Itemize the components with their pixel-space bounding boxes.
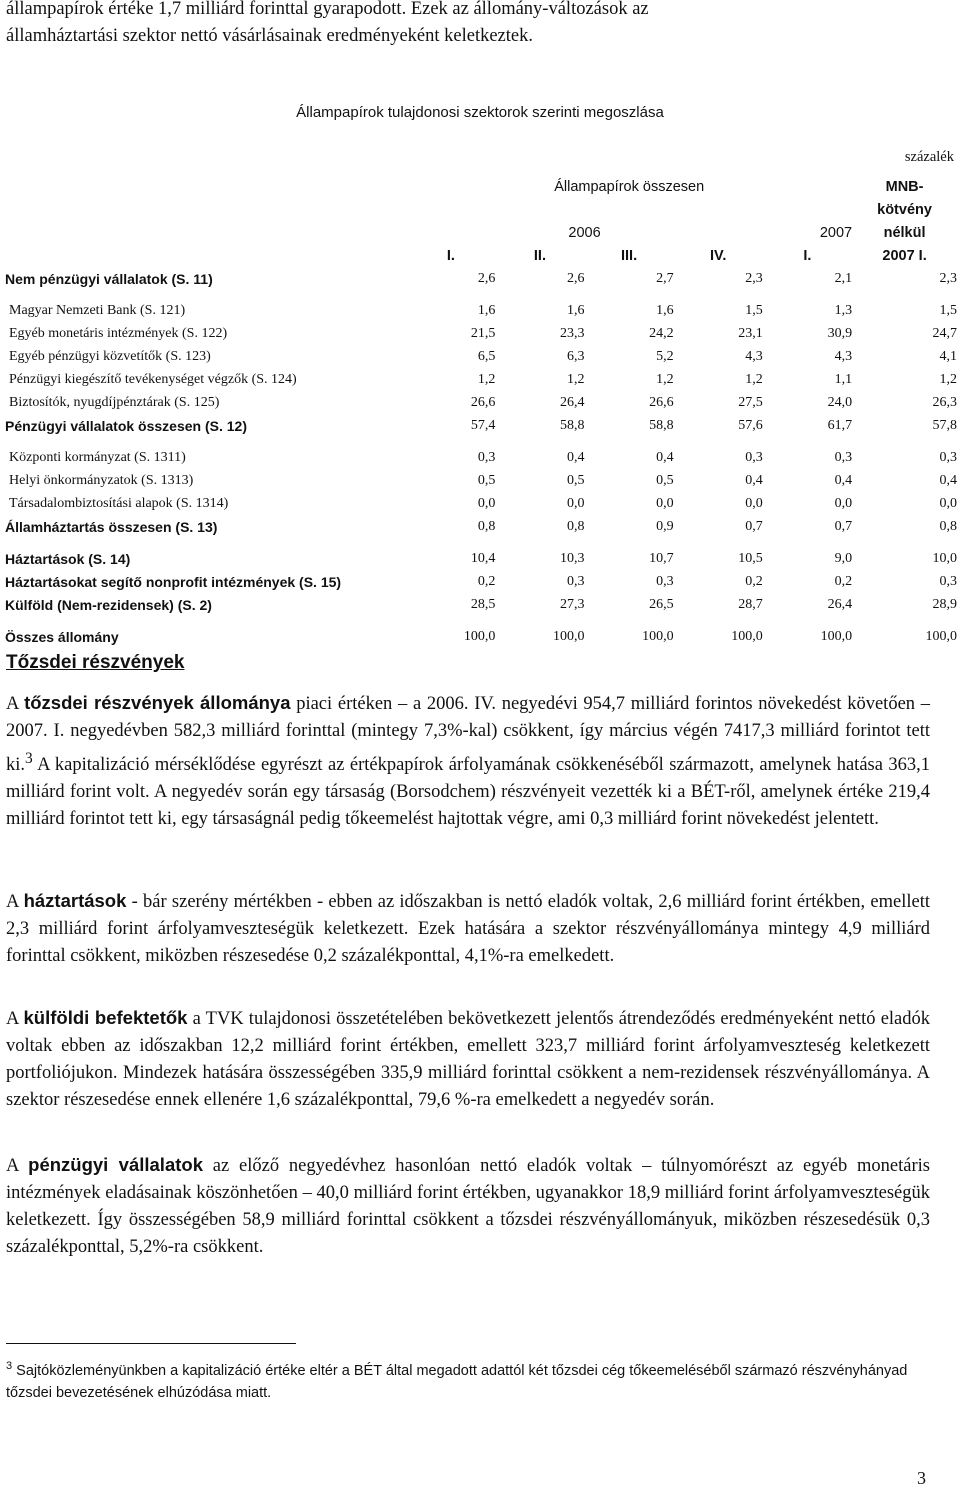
cell-value: 6,3 [567,349,585,364]
cell-value: 0,9 [656,519,674,534]
cell-value: 0,0 [745,496,763,511]
cell-value: 0,0 [567,496,585,511]
cell-value: 0,4 [745,473,763,488]
table-row [5,489,957,512]
table-row [5,411,957,434]
cell-value: 26,4 [560,395,585,410]
cell-value: 0,0 [834,496,853,511]
cell-value: 57,8 [932,418,957,433]
paragraph-financial: A pénzügyi vállalatok az előző negyedévhez hasonlóan nettó eladók voltak – túlnyomórészt az egyéb monetáris intézmények eladásainak köszönhetően – 40,0 milliárd forint értékben, ugyanakkor 18,9 milliárd forint árfolyamveszteségük keletkezett. Így összességében 58,9 milliárd forinttal csökkent a tőzsdei részvényállományuk, miközben részesedésük 0,3 százalékponttal, 5,2%-ra csökkent. [6,1154,930,1257]
spacer-row [5,613,957,622]
footnote: $^3$ Sajtóközleményünkben a kapitalizáció értéke eltér a BÉT által megadott adattól két tőzsdei cég tőkeemeléséből származó részvényhányad tőzsdei bevezetésének elhúzódása miatt. [6,1360,908,1401]
cell-value: 1,6 [567,303,585,318]
cell-value: 0,4 [567,450,585,465]
spacer-row [5,535,957,544]
row-label: Biztosítók, nyugdíjpénztárak (S. 125) [9,395,220,410]
cell-value: 21,5 [470,326,496,341]
cell-value: 2,1 [834,271,853,286]
cell-value: 0,0 [656,496,674,511]
cell-value: 0,5 [477,473,496,488]
table-row [5,544,957,567]
cell-value: 10,0 [932,551,957,566]
year-2007: 2007 [819,225,853,241]
quarter-header: I. [446,248,455,264]
cell-value: 0,8 [567,519,585,534]
table-row [5,342,957,365]
cell-value: 26,3 [932,395,957,410]
cell-value: 1,3 [834,303,853,318]
page-number: 3 [917,1468,926,1488]
table-row [5,590,957,613]
intro-line-1: állampapírok értéke 1,7 milliárd forinttal gyarapodott. Ezek az állomány-változások az [6,0,649,19]
cell-value: 24,7 [932,326,957,341]
cell-value: 1,2 [477,372,496,387]
cell-value: 0,4 [656,450,674,465]
row-label: Egyéb pénzügyi közvetítők (S. 123) [9,349,211,364]
cell-value: 0,2 [477,574,496,589]
cell-value: 4,3 [745,349,763,364]
footnote-ref: 3 [25,750,33,767]
group-header: Állampapírok összesen [554,179,705,195]
cell-value: 0,3 [939,574,957,589]
cell-value: 23,1 [738,326,763,341]
row-label: Államháztartás összesen (S. 13) [5,519,218,535]
cell-value: 0,3 [745,450,763,465]
cell-value: 4,1 [939,349,957,364]
mnb-header-3: nélkül [883,225,926,241]
spacer-row [5,434,957,443]
quarter-header: I. [803,248,812,264]
cell-value: 30,9 [827,326,853,341]
cell-value: 27,5 [738,395,763,410]
cell-value: 57,4 [470,418,496,433]
row-label: Helyi önkormányzatok (S. 1313) [9,473,194,488]
cell-value: 1,2 [939,372,957,387]
row-label: Háztartásokat segítő nonprofit intézmények (S. 15) [5,574,342,590]
table-row [5,567,957,590]
row-label: Központi kormányzat (S. 1311) [9,450,186,465]
cell-value: 0,2 [834,574,853,589]
securities-table [5,172,957,645]
row-label: Összes állomány [5,629,119,645]
table-row [5,365,957,388]
cell-value: 2,3 [939,271,957,286]
paragraph-stocks: A tőzsdei részvények állománya piaci értéken – a 2006. IV. negyedévi 954,7 milliárd forintos növekedést követően – 2007. I. negyedévben 582,3 milliárd forinttal (mintegy 7,3%-kal) csökkent, így március végén 7417,3 milliárd forintot tett ki.$^3$ A kapitalizáció mérséklődése egyrészt az értékpapírok árfolyamának csökkenéséből származott, amelynek hatása 363,1 milliárd forint volt. A negyedév során egy társaság (Borsodchem) részvényeit vezették ki a BÉT-ről, amelynek értéke 219,4 milliárd forintot tett ki, egy társaságnál pedig tőkeemelést hajtottak végre, ami 0,3 milliárd forint növekedést jelentett. [6,692,930,830]
cell-value: 0,4 [939,473,957,488]
cell-value: 0,3 [477,450,496,465]
table-row [5,622,957,645]
cell-value: 100,0 [820,629,853,644]
table-row [5,264,957,287]
cell-value: 10,7 [649,551,674,566]
cell-value: 28,9 [932,597,957,612]
cell-value: 100,0 [553,629,585,644]
row-label: Nem pénzügyi vállalatok (S. 11) [5,271,213,287]
cell-value: 2,7 [656,271,674,286]
cell-value: 1,6 [477,303,496,318]
mnb-header-1: MNB- [885,179,924,195]
year-2006: 2006 [568,225,601,241]
cell-value: 26,4 [827,597,853,612]
row-label: Háztartások (S. 14) [5,551,131,567]
cell-value: 1,2 [745,372,763,387]
cell-value: 26,6 [470,395,496,410]
cell-value: 1,5 [939,303,957,318]
table-row [5,319,957,342]
paragraph-households: A háztartások - bár szerény mértékben - ebben az időszakban is nettó eladók voltak, 2,6 milliárd forint értékben, emellett 2,3 milliárd forint árfolyamveszteségük keletkezett. Ezek hatására a szektor részvényállománya mintegy 4,9 milliárd forinttal csökkent, miközben részesedése 0,2 százalékponttal, 4,1%-ra emelkedett. [6,890,930,966]
cell-value: 100,0 [925,629,957,644]
cell-value: 0,7 [745,519,763,534]
cell-value: 0,7 [834,519,853,534]
cell-value: 0,8 [477,519,496,534]
cell-value: 2,3 [745,271,763,286]
table-row [5,466,957,489]
cell-value: 9,0 [834,551,853,566]
cell-value: 28,7 [738,597,763,612]
row-label: Pénzügyi kiegészítő tevékenységet végzők (S. 124) [9,372,297,387]
spacer-row [5,287,957,296]
cell-value: 10,3 [560,551,585,566]
cell-value: 24,0 [827,395,853,410]
cell-value: 10,4 [470,551,496,566]
cell-value: 23,3 [560,326,585,341]
cell-value: 58,8 [560,418,585,433]
cell-value: 0,2 [745,574,763,589]
quarter-header: 2007 I. [882,248,927,264]
cell-value: 4,3 [834,349,853,364]
cell-value: 1,1 [834,372,853,387]
mnb-header-2: kötvény [877,202,932,218]
cell-value: 1,6 [656,303,674,318]
cell-value: 58,8 [649,418,674,433]
row-label: Egyéb monetáris intézmények (S. 122) [9,326,228,341]
cell-value: 100,0 [642,629,674,644]
quarter-header: III. [621,248,638,264]
table-title: Állampapírok tulajdonosi szektorok szerinti megoszlása [296,104,664,121]
intro-line-2: államháztartási szektor nettó vásárlásainak eredményeként keletkeztek. [6,26,533,46]
cell-value: 100,0 [731,629,763,644]
row-label: Társadalombiztosítási alapok (S. 1314) [9,496,229,511]
cell-value: 10,5 [738,551,763,566]
cell-value: 0,3 [656,574,674,589]
paragraph-foreign: A külföldi befektetők a TVK tulajdonosi összetételében bekövetkezett jelentős átrendeződés eredményeként nettó eladók voltak ebben az időszakban 12,2 milliárd forint értékben, emellett 323,7 milliárd forint árfolyamveszteség keletkezett portfoliójukon. Mindezek hatására összességében 335,9 milliárd forinttal csökkent a nem-rezidensek részvényállománya. A szektor részesedése ennek ellenére 1,6 százalékponttal, 79,6 %-ra emelkedett a negyedév során. [6,1007,931,1110]
quarter-header: II. [533,248,546,264]
cell-value: 26,5 [649,597,674,612]
cell-value: 57,6 [738,418,763,433]
cell-value: 1,2 [656,372,674,387]
cell-value: 0,3 [939,450,957,465]
cell-value: 24,2 [649,326,674,341]
cell-value: 100,0 [463,629,496,644]
cell-value: 2,6 [567,271,585,286]
cell-value: 26,6 [649,395,674,410]
cell-value: 0,8 [939,519,957,534]
cell-value: 1,5 [745,303,763,318]
cell-value: 61,7 [827,418,853,433]
cell-value: 1,2 [567,372,585,387]
table-row [5,388,957,411]
quarter-header: IV. [709,248,727,264]
cell-value: 0,0 [477,496,496,511]
table-row [5,296,957,319]
cell-value: 28,5 [470,597,496,612]
row-label: Pénzügyi vállalatok összesen (S. 12) [5,418,247,434]
cell-value: 0,5 [567,473,585,488]
table-row [5,512,957,535]
row-label: Magyar Nemzeti Bank (S. 121) [9,303,186,318]
cell-value: 0,3 [834,450,853,465]
cell-value: 6,5 [477,349,496,364]
section-heading: Tőzsdei részvények [6,652,185,673]
cell-value: 27,3 [560,597,585,612]
cell-value: 0,4 [834,473,853,488]
cell-value: 0,0 [939,496,957,511]
cell-value: 0,3 [567,574,585,589]
cell-value: 2,6 [477,271,496,286]
row-label: Külföld (Nem-rezidensek) (S. 2) [5,597,212,613]
cell-value: 0,5 [656,473,674,488]
cell-value: 5,2 [656,349,674,364]
table-row [5,443,957,466]
table-unit: százalék [904,149,954,165]
footnote-separator [6,1343,296,1344]
